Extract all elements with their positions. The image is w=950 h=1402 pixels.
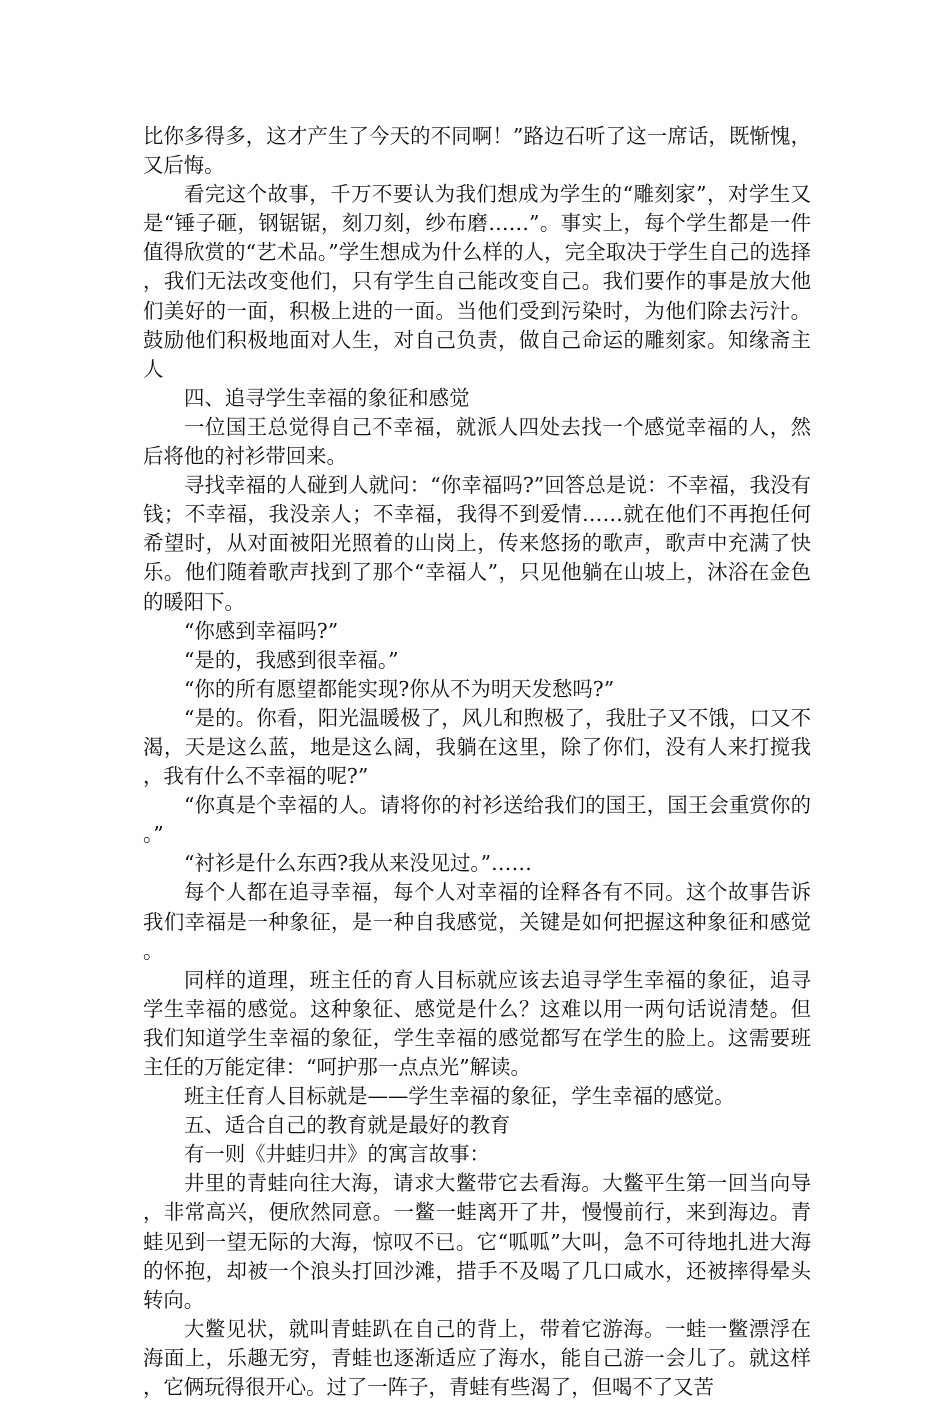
section-heading: 五、适合自己的教育就是最好的教育 <box>184 1113 511 1138</box>
dialogue-line: “你的所有愿望都能实现?你从不为明天发愁吗?” <box>184 676 615 701</box>
paragraph: 比你多得多，这才产生了今天的不同啊！”路边石听了这一席话，既惭愧，又后悔。 <box>143 124 811 178</box>
paragraph: 一位国王总觉得自己不幸福，就派人四处去找一个感觉幸福的人，然后将他的衬衫带回来。 <box>143 414 811 469</box>
paragraph: 每个人都在追寻幸福，每个人对幸福的诠释各有不同。这个故事告诉我们幸福是一种象征，是一种自我感觉，关键是如何把握这种象征和感觉。 <box>143 880 811 963</box>
paragraph: 班主任育人目标就是——学生幸福的象征，学生幸福的感觉。 <box>184 1084 735 1109</box>
dialogue-line: “是的，我感到很幸福。” <box>184 647 399 672</box>
paragraph: 同样的道理，班主任的育人目标就应该去追寻学生幸福的象征，追寻学生幸福的感觉。这种象征、感觉是什么？这难以用一两句话说清楚。但我们知道学生幸福的象征，学生幸福的感觉都写在学生的脸上。这需要班主任的万能定律：“呵护那一点点光”解读。 <box>143 967 811 1079</box>
paragraph: 寻找幸福的人碰到人就问：“你幸福吗?”回答总是说：不幸福，我没有钱；不幸福，我没亲人；不幸福，我得不到爱情……就在他们不再抱任何希望时，从对面被阳光照着的山岗上，传来悠扬的歌声，歌声中充满了快乐。他们随着歌声找到了那个“幸福人”，只见他躺在山坡上，沐浴在金色的暖阳下。 <box>143 473 811 614</box>
paragraph: 看完这个故事，千万不要认为我们想成为学生的“雕刻家”，对学生又是“锤子砸，钢锯锯，刻刀刻，纱布磨……”。事实上，每个学生都是一件值得欣赏的“艺术品。”学生想成为什么样的人，完全取决于学生自己的选择，我们无法改变他们，只有学生自己能改变自己。我们要作的事是放大他们美好的一面，积极上进的一面。当他们受到污染时，为他们除去污汁。鼓励他们积极地面对人生，对自己负责，做自己命运的雕刻家。知缘斋主人 <box>143 182 811 381</box>
section-heading: 四、追寻学生幸福的象征和感觉 <box>184 385 470 410</box>
dialogue-line: “你真是个幸福的人。请将你的衬衫送给我们的国王，国王会重赏你的。” <box>143 793 811 847</box>
paragraph: 大鳖见状，就叫青蛙趴在自己的背上，带着它游海。一蛙一鳖漂浮在海面上，乐趣无穷，青蛙也逐渐适应了海水，能自己游一会儿了。就这样，它俩玩得很开心。过了一阵子，青蛙有些渴了，但喝不了又苦 <box>143 1316 811 1400</box>
dialogue-line: “是的。你看，阳光温暖极了，风儿和煦极了，我肚子又不饿，口又不渴，天是这么蓝，地是这么阔，我躺在这里，除了你们，没有人来打搅我，我有什么不幸福的呢?” <box>143 705 811 789</box>
paragraph: 有一则《井蛙归井》的寓言故事： <box>184 1142 490 1167</box>
document-page <box>143 122 811 1402</box>
paragraph: 井里的青蛙向往大海，请求大鳖带它去看海。大鳖平生第一回当向导，非常高兴，便欣然同意。一鳖一蛙离开了井，慢慢前行，来到海边。青蛙见到一望无际的大海，惊叹不已。它“呱呱”大叫，急不可待地扎进大海的怀抱，却被一个浪头打回沙滩，措手不及喝了几口咸水，还被摔得晕头转向。 <box>143 1171 811 1312</box>
dialogue-line: “衬衫是什么东西?我从来没见过。”…… <box>184 851 532 876</box>
dialogue-line: “你感到幸福吗?” <box>184 618 339 643</box>
